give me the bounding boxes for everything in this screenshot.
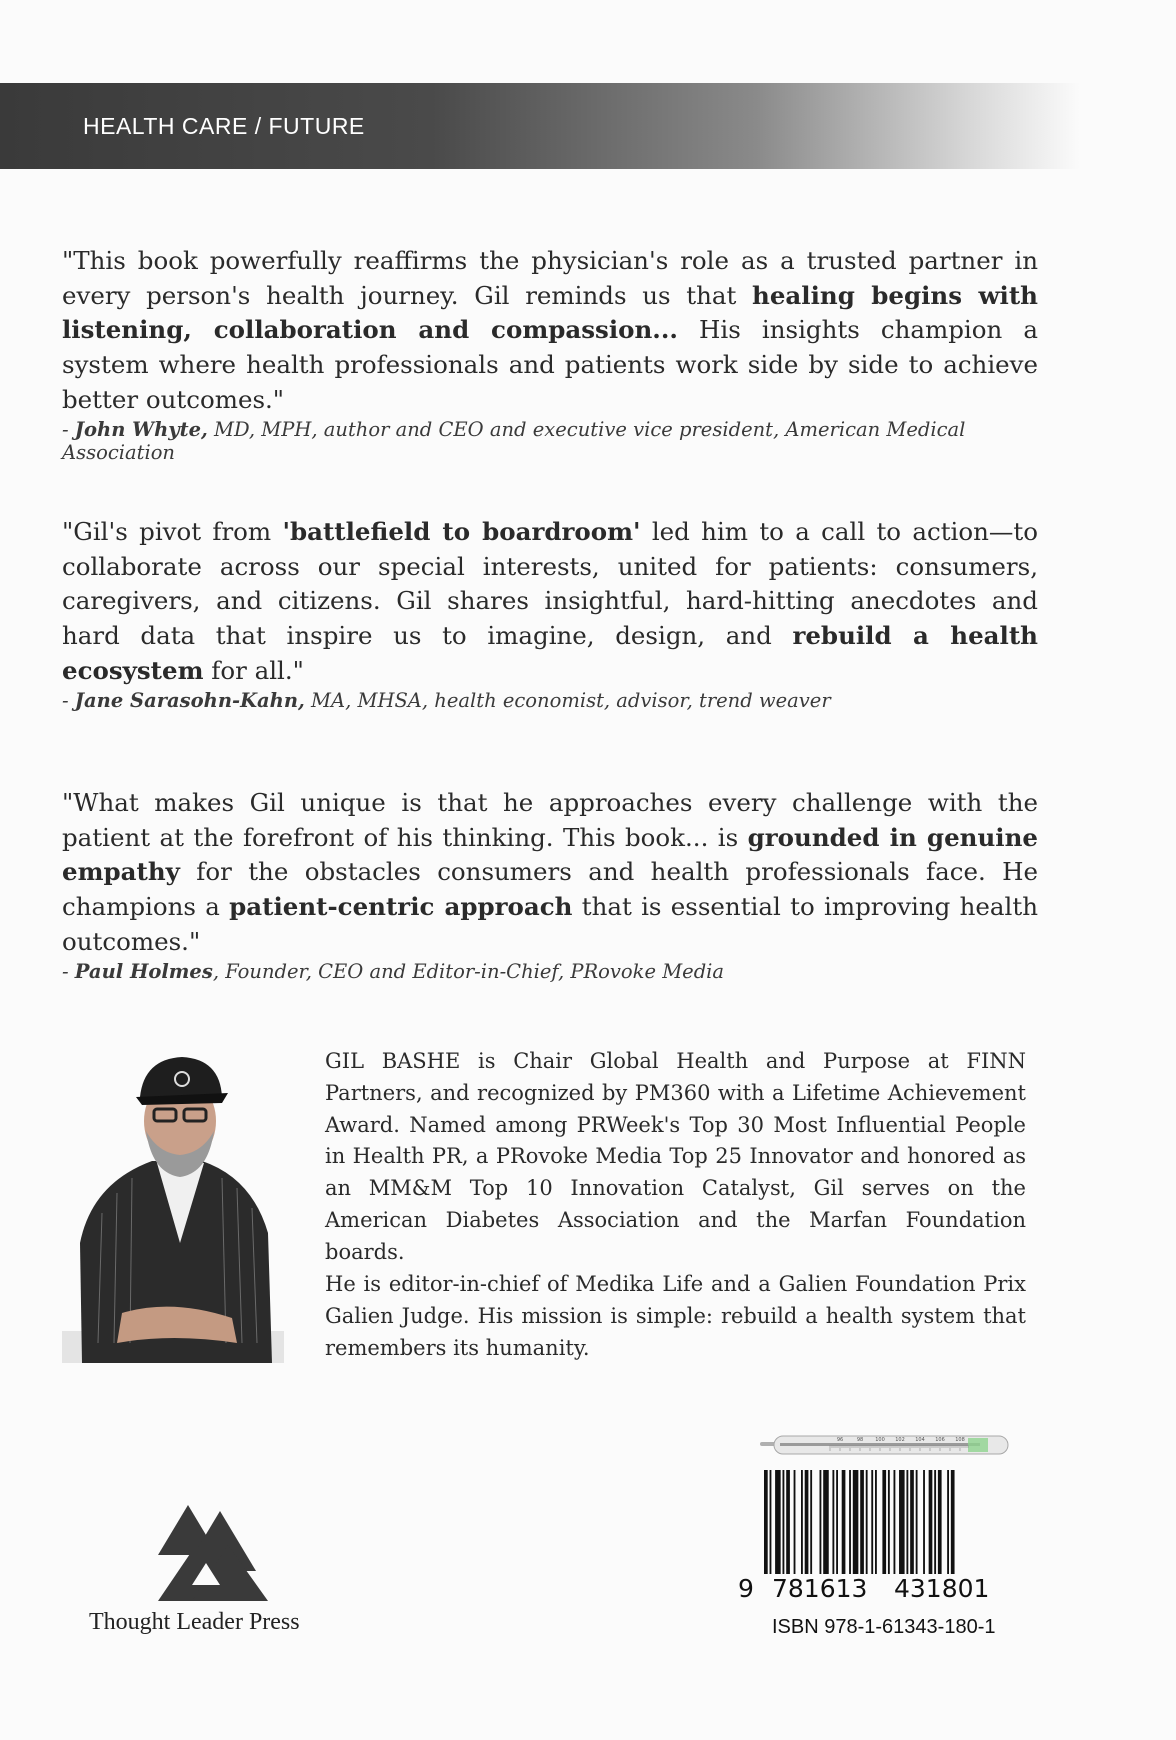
attribution-title: , Founder, CEO and Editor-in-Chief, PRovoke Media [212,960,725,983]
attribution-name: Jane Sarasohn-Kahn, [74,689,305,712]
author-photo [62,1043,284,1363]
isbn-label: ISBN 978-1-61343-180-1 [772,1616,996,1638]
quote-3 [62,786,1038,960]
barcode-bar [906,1470,908,1574]
barcode-bar [938,1470,942,1574]
barcode-bar [934,1470,936,1574]
thermometer-scale-label: 98 [856,1437,864,1443]
category-label: HEALTH CARE / FUTURE [83,113,365,139]
thermometer-scale-label: 104 [915,1437,925,1443]
attribution-title: MA, MHSA, health economist, advisor, trend weaver [304,689,831,712]
thermometer-scale-label: 100 [875,1437,885,1443]
quote-text: for all." [203,655,304,685]
barcode-bar [842,1470,846,1574]
barcode-bar [832,1470,834,1574]
barcode [760,1470,1012,1578]
barcode-bar [871,1470,873,1574]
author-bio-1: GIL BASHE is Chair Global Health and Purpose at FINN Partners, and recognized by PM360 with a Lifetime Achievement Award. Named among PRWeek's Top 30 Most Influential People in Health PR, a PRovoke Media Top 25 Innovator and honored as an MM&M Top 10 Innovation Catalyst, Gil serves on the American Diabetes Association and the Marfan Foundation boards. [325,1049,1026,1264]
barcode-bar [888,1470,890,1574]
barcode-bar [894,1470,896,1574]
quote-emphasis: 'battlefield to boardroom' [282,517,641,546]
attribution-prefix: - [62,418,75,441]
quote-text: that is essential to improving health outcomes." [62,892,1038,956]
barcode-bar [805,1470,809,1574]
thermometer-scale-label: 96 [836,1437,844,1443]
thermometer-scale-label: 108 [955,1437,965,1443]
isbn-digit-group-1: 781613 [772,1574,868,1603]
barcode-bar [764,1470,768,1574]
barcode-bar [775,1470,781,1574]
isbn-digit-lead: 9 [738,1574,754,1603]
quote-emphasis: grounded in genuine empathy [62,822,1038,887]
barcode-bar [786,1470,790,1574]
quote-emphasis: rebuild a health ecosystem [62,621,1038,685]
barcode-bar [794,1470,796,1574]
barcode-bar [866,1470,868,1574]
attribution-1 [62,418,1072,464]
barcode-bar [770,1470,772,1574]
barcode-bar [929,1470,933,1574]
barcode-bar [836,1470,838,1574]
barcode-bar [860,1470,864,1574]
attribution-prefix: - [62,689,75,712]
thermometer-icon [760,1430,1010,1458]
quote-text: His insights champion a system where health professionals and patients work side by side to achieve better outcomes." [62,315,1039,414]
attribution-title: MD, MPH, author and CEO and executive vice president, American Medical Association [62,418,966,464]
barcode-bar [820,1470,822,1574]
publisher-name: Thought Leader Press [89,1609,300,1635]
barcode-bar [849,1470,851,1574]
barcode-bar [882,1470,886,1574]
thermometer-scale-label: 106 [935,1437,945,1443]
quote-emphasis: healing begins with listening, collaboration and compassion... [62,280,1038,345]
barcode-bar [801,1470,803,1574]
category-band [0,83,1080,169]
barcode-bar [823,1470,829,1574]
author-bio-2: He is editor-in-chief of Medika Life and a Galien Foundation Prix Galien Judge. His mission is simple: rebuild a health system that remembers its humanity. [325,1272,1026,1360]
thermometer-scale-label: 102 [895,1437,905,1443]
barcode-bar [923,1470,925,1574]
barcode-bar [810,1470,812,1574]
quote-text: for the obstacles consumers and health professionals face. He champions a [62,857,1038,922]
attribution-3 [62,960,1072,983]
quote-text: "What makes Gil unique is that he approaches every challenge with the patient at the forefront of his thinking. This book... is [62,788,1038,852]
barcode-bar [853,1470,859,1574]
quote-text: led him to a call to action—to collaborate across our special interests, united for patients: consumers, caregivers, and citizens. Gil shares insightful, hard-hitting anecdotes and hard data that inspire us to imagine, design, and [62,517,1039,651]
barcode-bar [899,1470,905,1574]
quote-2 [62,515,1038,689]
attribution-prefix: - [62,960,75,983]
barcode-bar [783,1470,785,1574]
attribution-name: Paul Holmes [74,960,213,983]
barcode-bar [951,1470,955,1574]
barcode-bar [916,1470,918,1574]
attribution-name: John Whyte, [74,418,208,441]
quote-text: "Gil's pivot from [62,517,283,546]
barcode-bar [875,1470,877,1574]
quote-text: "This book powerfully reaffirms the physician's role as a trusted partner in every person's health journey. Gil reminds us that [62,246,1038,310]
attribution-2 [62,689,1072,712]
publisher-logo-icon [158,1505,268,1601]
barcode-bar [910,1470,914,1574]
quote-1 [62,244,1038,418]
barcode-bar [947,1470,949,1574]
quote-emphasis: patient-centric approach [229,892,573,922]
isbn-digit-group-2: 431801 [894,1574,990,1603]
